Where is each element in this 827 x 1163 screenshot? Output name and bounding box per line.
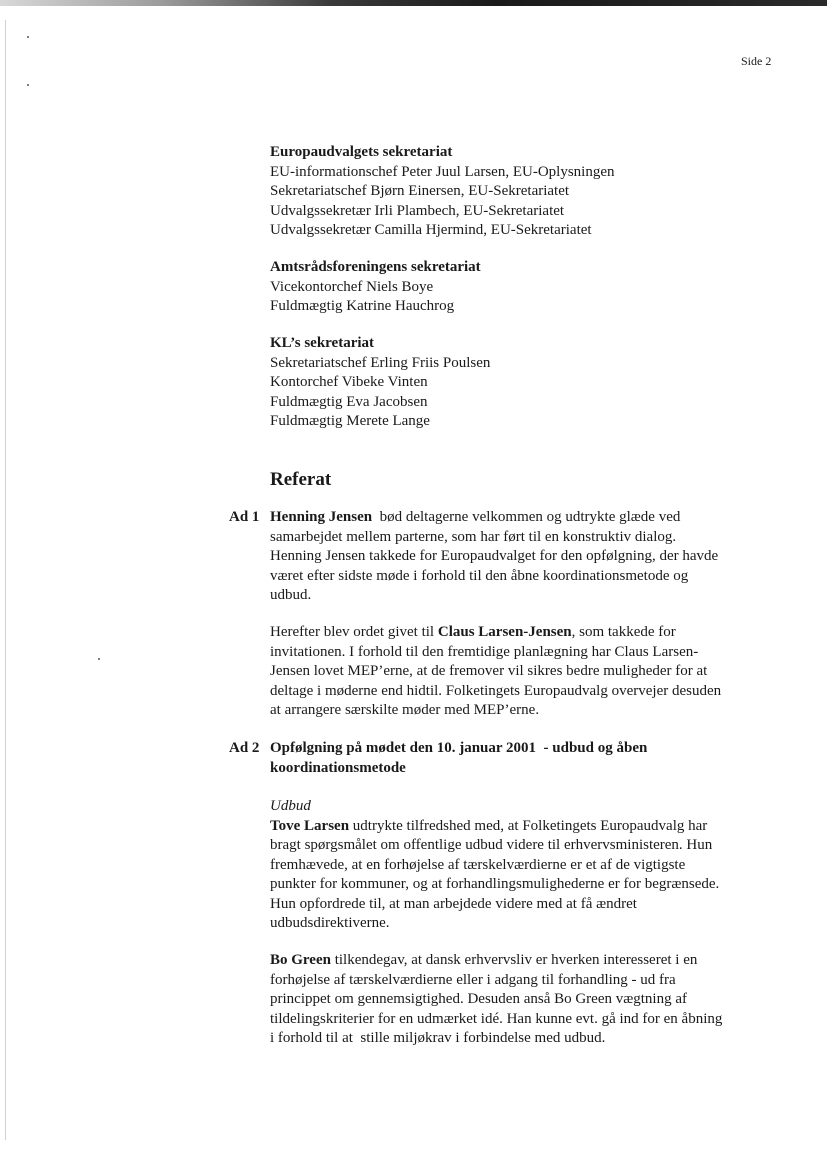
member-line: Fuldmægtig Katrine Hauchrog — [270, 298, 455, 314]
text-span: tilkendegav, at dansk erhvervsliv er hverken interesseret i en — [330, 952, 698, 968]
kl-section — [270, 334, 490, 432]
ad2-title — [270, 739, 785, 778]
text-line: i forhold til at stille miljøkrav i forbindelse med udbud. — [270, 1030, 606, 1046]
member-line: Fuldmægtig Eva Jacobsen — [270, 393, 428, 410]
scan-speck — [27, 36, 29, 38]
europaudvalget-section — [270, 143, 615, 241]
text-line: forhøjelse af tærskelværdierne eller i adgang til forhandling - ud fra — [270, 971, 676, 988]
text-line: punkter for kommuner, og at forhandlingsmulighederne er for begrænsede. — [270, 876, 720, 892]
section-title: Amtsrådsforeningens sekretariat — [270, 259, 481, 275]
text-line: udbudsdirektiverne. — [270, 915, 390, 931]
text-line: været efter sidste møde i forhold til den åbne koordinationsmetode og — [270, 567, 689, 584]
speaker-name: Tove Larsen — [270, 817, 350, 834]
text-span: Herefter blev ordet givet til — [270, 624, 438, 640]
member-line: Udvalgssekretær Camilla Hjermind, EU-Sekretariatet — [270, 222, 592, 238]
text-line: at arrangere særskilte møder med MEP’erne. — [270, 702, 540, 718]
agenda-title-line: Opfølgning på mødet den 10. januar 2001 - udbud og åben — [270, 740, 648, 756]
scan-edge-left — [5, 20, 6, 1140]
member-line: Udvalgssekretær Irli Plambech, EU-Sekretariatet — [270, 202, 565, 219]
subheading: Udbud — [270, 798, 311, 814]
text-span: , som takkede for — [571, 624, 676, 640]
speaker-name: Bo Green — [270, 952, 331, 968]
section-title: Europaudvalgets sekretariat — [270, 144, 453, 160]
member-line: Sekretariatschef Bjørn Einersen, EU-Sekretariatet — [270, 183, 570, 199]
text-line: princippet om gennemsigtighed. Desuden anså Bo Green vægtning af — [270, 991, 687, 1007]
text-line: Henning Jensen takkede for Europaudvalget for den opfølgning, der havde — [270, 548, 719, 564]
amtsraad-section — [270, 258, 481, 317]
member-line: Fuldmægtig Merete Lange — [270, 413, 430, 429]
agenda-item-label: Ad 2 — [229, 740, 260, 756]
text-span: udtrykte tilfredshed med, at Folketingets Europaudvalg har — [349, 817, 708, 834]
scan-speck — [27, 84, 29, 86]
member-line: Vicekontorchef Niels Boye — [270, 278, 434, 295]
section-title: KL’s sekretariat — [270, 335, 375, 351]
agenda-title-line: koordinationsmetode — [270, 759, 406, 776]
ad2-paragraph-2 — [270, 951, 785, 1049]
ad2-paragraph-1 — [270, 797, 785, 934]
text-line: tildelingskriterier for en udmærket idé. Han kunne evt. gå ind for en åbning — [270, 1010, 723, 1027]
speaker-name: Henning Jensen — [270, 509, 373, 525]
text-line: Hun opfordrede til, at man arbejdede videre med at få ændret — [270, 895, 637, 912]
ad1-paragraph-1 — [270, 508, 785, 606]
text-line: udbud. — [270, 587, 312, 603]
referat-heading: Referat — [270, 469, 332, 490]
text-span: bød deltagerne velkommen og udtrykte glæde ved — [372, 509, 681, 525]
text-line: Jensen lovet MEP’erne, at de fremover vil sikres bedre muligheder for at — [270, 663, 708, 679]
agenda-item-label: Ad 1 — [229, 509, 260, 525]
page-number: Side 2 — [741, 54, 772, 68]
ad1-paragraph-2 — [270, 623, 785, 721]
member-line: EU-informationschef Peter Juul Larsen, EU-Oplysningen — [270, 163, 615, 180]
scan-speck — [98, 658, 100, 660]
member-line: Kontorchef Vibeke Vinten — [270, 374, 428, 390]
text-line: bragt spørgsmålet om offentlige udbud videre til erhvervsministeren. Hun — [270, 837, 713, 853]
member-line: Sekretariatschef Erling Friis Poulsen — [270, 354, 491, 371]
text-line: samarbejdet mellem parterne, som har ført til en konstruktiv dialog. — [270, 528, 677, 545]
speaker-name: Claus Larsen-Jensen — [437, 624, 572, 640]
text-line: fremhævede, at en forhøjelse af tærskelværdierne er et af de vigtigste — [270, 856, 686, 873]
text-line: deltage i møderne end hidtil. Folketingets Europaudvalg overvejer desuden — [270, 682, 722, 699]
text-line: invitationen. I forhold til den fremtidige planlægning har Claus Larsen- — [270, 643, 699, 660]
scan-edge-top — [0, 0, 827, 6]
